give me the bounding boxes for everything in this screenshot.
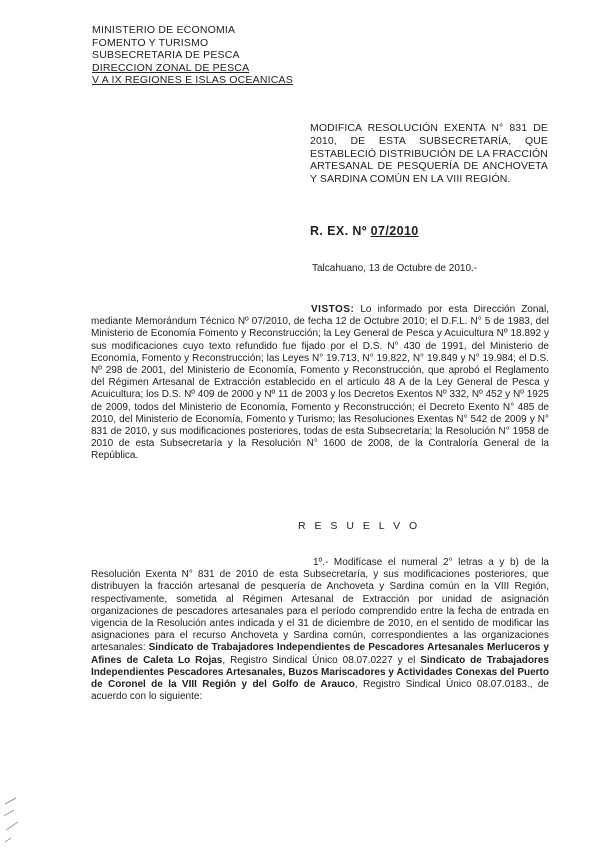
resolution-number-prefix: R. EX. Nº bbox=[310, 224, 367, 238]
vistos-text: Lo informado por esta Dirección Zonal, mediante Memorándum Técnico Nº 07/2010, de fecha 12 de Octubre 2010; el D.F.L. N° 5 de 1983, del Ministerio de Economía Fomento y Reconstrucción; la Ley General de Pesca y Acuicultura Nº 18.892 y sus modificaciones cuyo texto refundido fue fijado por el D.S. N° 430 de 1991, del Ministerio de Economía, Fomento y Reconstrucción; las Leyes N° 19.713, N° 19.822, N° 19.849 y N° 19.984; el D.S. Nº 298 de 2001, del Ministerio de Economía, Fomento y Reconstrucción, que aprobó el Reglamento del Régimen Artesanal de Extracción establecido en el artículo 48 A de la Ley General de Pesca y Acuicultura; los D.S. Nº 409 de 2000 y Nº 11 de 2003 y los Decretos Exentos Nº 332, Nº 452 y Nº 1925 de 2009, todos del Ministerio de Economía, Fomento y Reconstrucción; el Decreto Exento N° 485 de 2010, del Ministerio de Economía, Fomento y Turismo; las Resoluciones Exentas N° 542 de 2009 y N° 831 de 2010, y sus modificaciones posteriores, todas de esta Subsecretaría; la Resolución N° 1958 de 2010 de esta Subsecretaría y la Resolución N° 1600 de 2008, de la Contraloría General de la República. bbox=[91, 304, 549, 462]
resolution-subject: MODIFICA RESOLUCIÓN EXENTA N° 831 DE 2010, DE ESTA SUBSECRETARÍA, QUE ESTABLECIÓ DISTRIBUCIÓN DE LA FRACCIÓN ARTESANAL DE PESQUERÍA DE ANCHOVETA Y SARDINA COMÚN EN LA VIII REGIÓN. bbox=[310, 122, 548, 186]
letterhead-ministry: MINISTERIO DE ECONOMIA bbox=[92, 24, 236, 36]
article-1-text-part1: 1º.- Modifícase el numeral 2° letras a y b) de la Resolución Exenta N° 831 de 2010 de esta Subsecretaría, y sus modificaciones posteriores, que distribuyen la fracción artesanal de pesquería de Anchoveta y Sardina común en la VIII Región, respectivamente, sometida al Régimen Artesanal de Extracción por unidad de asignación organizaciones de pescadores artesanales para el período comprendido entre la fecha de entrada en vigencia de la Resolución antes indicada y el 31 de diciembre de 2010, en el sentido de modificar las asignaciones para el recurso Anchoveta y Sardina común, correspondientes a las organizaciones artesanales: bbox=[91, 557, 549, 654]
letterhead-regions: V A IX REGIONES E ISLAS OCEANICAS bbox=[92, 74, 293, 86]
letterhead-undersecretariat: SUBSECRETARIA DE PESCA bbox=[92, 49, 240, 61]
article-1-text-part3: , Registro Sindical Único 08.07.0183., de acuerdo con lo siguiente: bbox=[91, 679, 549, 703]
article-1-paragraph bbox=[91, 557, 549, 703]
vistos-lead: VISTOS: bbox=[311, 304, 355, 315]
article-1-text-part2: , Registro Sindical Único 08.07.0227 y el bbox=[222, 654, 421, 666]
article-1-org1: Sindicato de Trabajadores Independientes de Pescadores Artesanales Merluceros y Afines de Caleta Lo Rojas bbox=[91, 642, 549, 666]
letterhead-ministry-sub: FOMENTO Y TURISMO bbox=[92, 36, 209, 49]
scan-mark bbox=[2, 796, 22, 846]
letterhead bbox=[92, 24, 293, 87]
letterhead-directorate: DIRECCION ZONAL DE PESCA bbox=[92, 61, 250, 74]
vistos-paragraph bbox=[91, 304, 549, 463]
article-1-org2: Sindicato de Trabajadores Independientes Pescadores Artesanales, Buzos Mariscadores y Actividades Conexas del Puerto de Coronel de la VIII Región y del Golfo de Arauco bbox=[91, 654, 549, 691]
resuelvo-heading: R E S U E L V O bbox=[298, 520, 421, 532]
date-line: Talcahuano, 13 de Octubre de 2010.- bbox=[312, 263, 478, 274]
resolution-number-value: 07/2010 bbox=[370, 224, 419, 238]
resolution-number bbox=[310, 224, 419, 238]
